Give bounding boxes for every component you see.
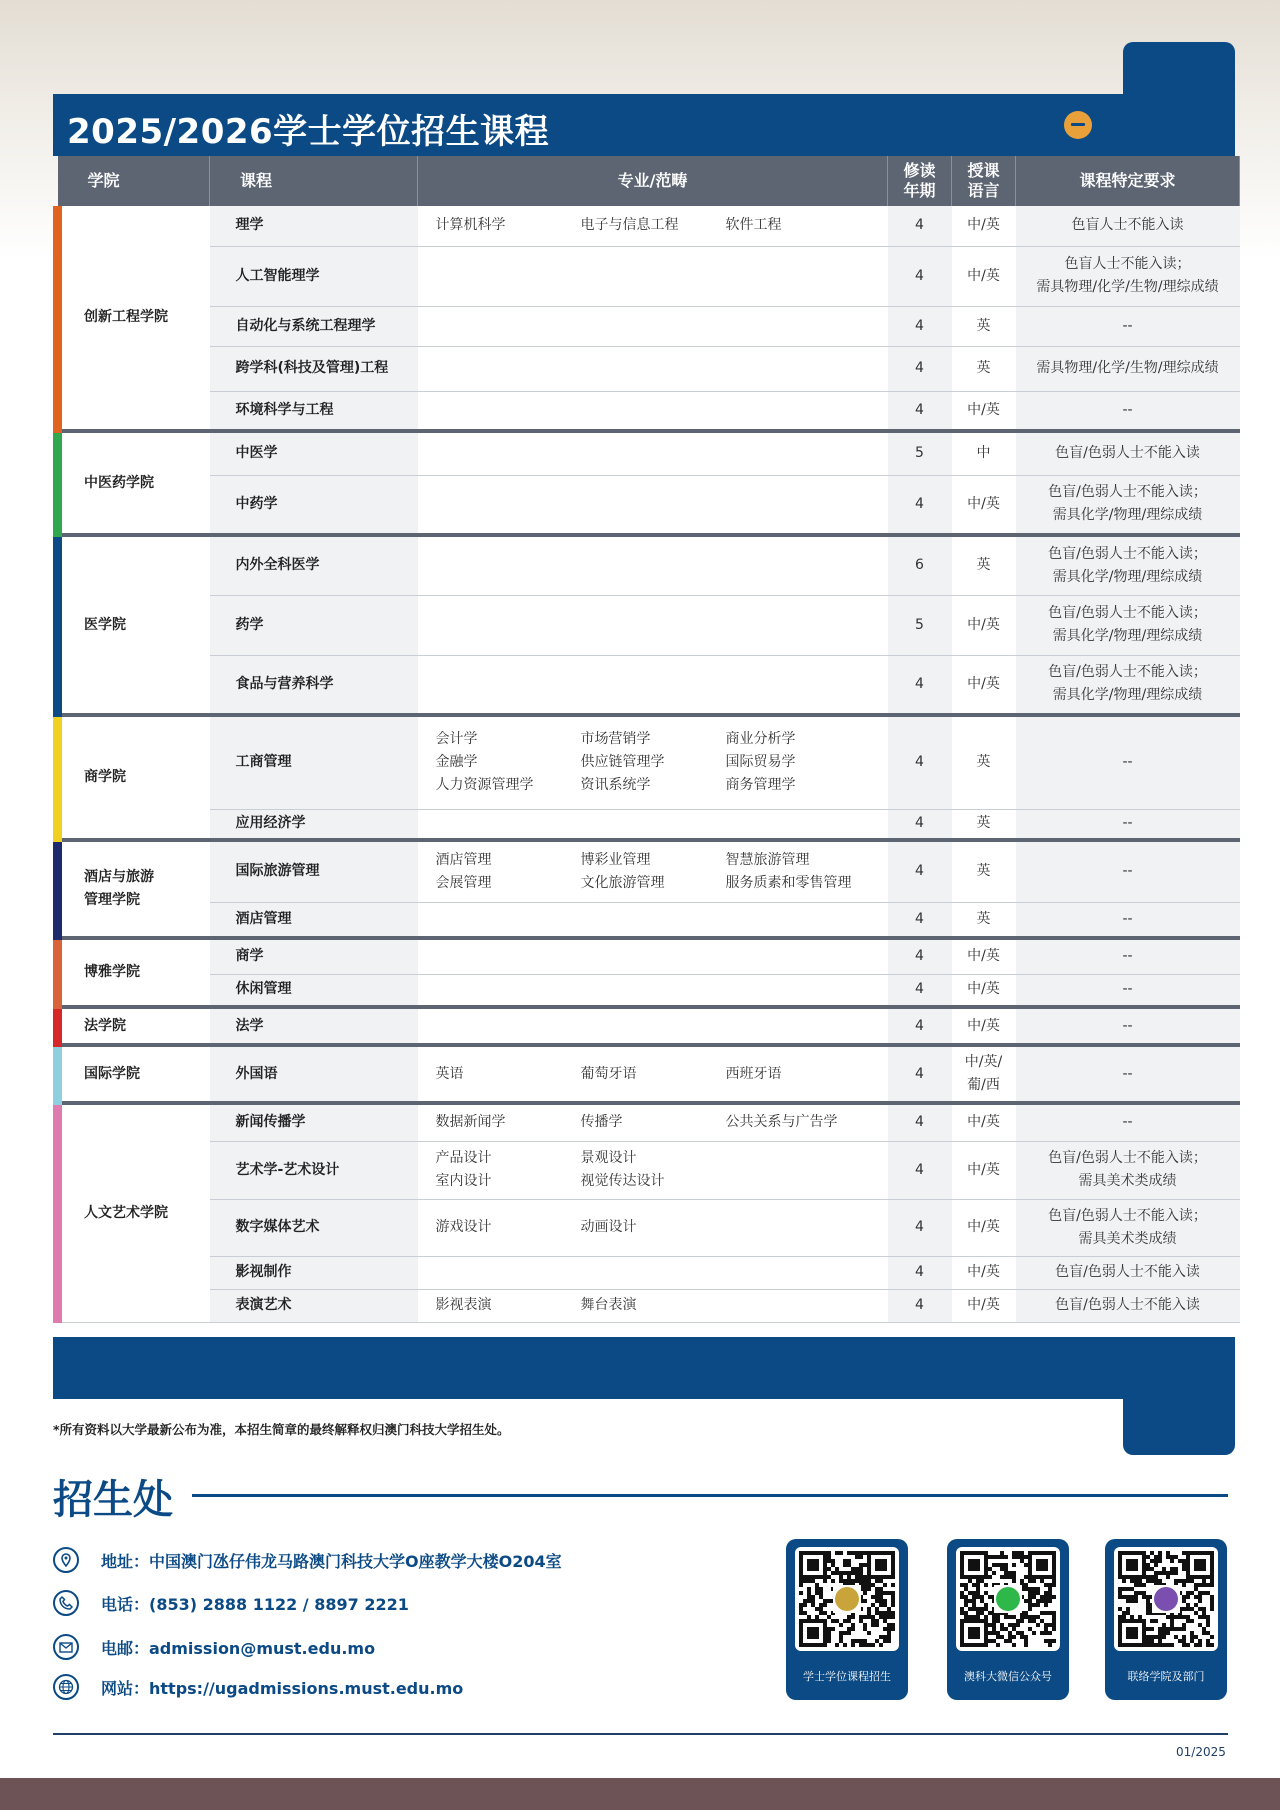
course-requirements: -- [1016,974,1240,1007]
course-language: 英 [952,840,1016,902]
course-language: 中/英 [952,938,1016,974]
major-item: 会展管理 [435,874,492,891]
email-text[interactable]: 电邮：admission@must.edu.mo [101,1638,376,1658]
mail-icon [53,1634,79,1660]
course-name: 理学 [210,206,418,246]
header-requirements: 课程特定要求 [1016,156,1240,206]
header-language: 授课 语言 [952,156,1016,206]
page-number: 01/2025 [1176,1745,1226,1759]
course-language: 英 [952,535,1016,595]
major-item: 游戏设计 [435,1219,492,1235]
course-years: 4 [888,1103,952,1141]
course-language: 中/英 [952,246,1016,306]
course-name: 中医学 [210,431,418,475]
major-item: 计算机科学 [435,217,506,234]
course-years: 4 [888,391,952,431]
course-requirements: 色盲/色弱人士不能入读； 需具美术类成绩 [1016,1199,1240,1256]
qr-card-wechat[interactable] [947,1539,1069,1700]
course-majors [418,715,888,809]
major-item: 资讯系统学 [580,777,651,794]
course-row [58,1141,1240,1199]
course-name: 工商管理 [210,715,418,809]
course-row [58,902,1240,938]
table-header-row [58,156,1240,206]
course-name: 食品与营养科学 [210,655,418,715]
course-language: 中/英 [952,974,1016,1007]
course-majors [418,902,888,938]
major-item: 影视表演 [435,1297,492,1313]
course-row [58,346,1240,391]
course-name: 法学 [210,1007,418,1045]
course-requirements: 色盲/色弱人士不能入读； 需具化学/物理/理综成绩 [1016,535,1240,595]
course-years: 5 [888,595,952,655]
course-name: 人工智能理学 [210,246,418,306]
course-years: 4 [888,206,952,246]
course-years: 4 [888,246,952,306]
course-years: 4 [888,902,952,938]
course-name: 国际旅游管理 [210,840,418,902]
course-row [58,595,1240,655]
course-years: 4 [888,655,952,715]
course-language: 中/英 [952,1256,1016,1289]
title-divider [192,1494,1228,1497]
major-item: 市场营销学 [580,731,651,748]
major-item: 商务管理学 [725,777,796,794]
table-bottom-bar [53,1337,1235,1399]
course-majors [418,1256,888,1289]
qr-center-logo-icon [1154,1587,1178,1611]
courses-table [53,156,1240,1323]
course-name: 中药学 [210,475,418,535]
header-years: 修读 年期 [888,156,952,206]
course-majors [418,595,888,655]
header-course: 课程 [210,156,418,206]
course-years: 4 [888,1199,952,1256]
major-item: 西班牙语 [725,1065,782,1082]
course-requirements: 色盲人士不能入读 [1016,206,1240,246]
footnote: *所有资料以大学最新公布为准，本招生简章的最终解释权归澳门科技大学招生处。 [53,1422,510,1437]
course-row [58,1045,1240,1103]
major-item: 葡萄牙语 [580,1065,637,1082]
course-row [58,1103,1240,1141]
college-name: 博雅学院 [58,938,210,1007]
course-row [58,475,1240,535]
course-language: 中/英 [952,1289,1016,1322]
course-years: 5 [888,431,952,475]
course-requirements: -- [1016,391,1240,431]
course-language: 中/英 [952,655,1016,715]
course-requirements: -- [1016,938,1240,974]
qr-label: 学士学位课程招生 [803,1670,891,1683]
major-item: 智慧旅游管理 [725,851,810,868]
course-majors [418,346,888,391]
footer-strip [0,1778,1280,1810]
course-majors [418,938,888,974]
phone-text[interactable]: 电话：(853) 2888 1122 / 8897 2221 [101,1594,409,1614]
course-row [58,1007,1240,1045]
course-years: 4 [888,1256,952,1289]
major-item: 动画设计 [580,1219,637,1235]
course-requirements: -- [1016,1045,1240,1103]
course-majors [418,535,888,595]
course-language: 中/英 [952,475,1016,535]
major-item: 人力资源管理学 [435,777,534,794]
contact-phone [53,1588,409,1618]
course-majors [418,974,888,1007]
course-row [58,809,1240,840]
course-years: 4 [888,809,952,840]
course-name: 酒店管理 [210,902,418,938]
course-years: 4 [888,475,952,535]
major-item: 服务质素和零售管理 [725,874,852,891]
course-name: 艺术学-艺术设计 [210,1141,418,1199]
contact-website [53,1672,463,1702]
qr-center-logo-icon [996,1587,1020,1611]
course-requirements: 色盲/色弱人士不能入读； 需具美术类成绩 [1016,1141,1240,1199]
course-majors [418,1007,888,1045]
page-title: 2025/2026学士学位招生课程 [67,112,550,152]
qr-label: 澳科大微信公众号 [964,1670,1052,1683]
major-item: 文化旅游管理 [580,874,665,891]
qr-code[interactable] [956,1547,1060,1651]
course-years: 4 [888,840,952,902]
course-name: 数字媒体艺术 [210,1199,418,1256]
course-language: 英 [952,346,1016,391]
college-name: 商学院 [58,715,210,840]
course-name: 影视制作 [210,1256,418,1289]
course-language: 中/英 [952,1103,1016,1141]
course-majors [418,431,888,475]
course-requirements: 色盲/色弱人士不能入读 [1016,431,1240,475]
major-item: 软件工程 [725,217,782,234]
course-requirements: -- [1016,1103,1240,1141]
course-language: 英 [952,306,1016,346]
college-name: 人文艺术学院 [58,1103,210,1322]
course-years: 4 [888,715,952,809]
course-majors [418,840,888,902]
major-item: 会计学 [435,731,478,748]
contact-address [53,1545,562,1575]
course-name: 商学 [210,938,418,974]
course-language: 中/英 [952,1007,1016,1045]
major-item: 室内设计 [435,1173,492,1189]
bottom-divider [53,1733,1228,1735]
collapse-minus-icon[interactable] [1064,111,1092,139]
courses-body [58,206,1240,1322]
course-name: 药学 [210,595,418,655]
course-row [58,391,1240,431]
course-requirements: -- [1016,1007,1240,1045]
course-requirements: -- [1016,902,1240,938]
contact-email [53,1632,375,1662]
course-row [58,974,1240,1007]
course-years: 4 [888,306,952,346]
college-name: 国际学院 [58,1045,210,1103]
course-years: 4 [888,346,952,391]
course-requirements: -- [1016,715,1240,809]
qr-card-contact[interactable] [1105,1539,1227,1700]
course-majors [418,1045,888,1103]
globe-icon [53,1674,79,1700]
course-language: 中/英 [952,1199,1016,1256]
major-item: 传播学 [580,1114,623,1131]
course-row [58,1199,1240,1256]
course-language: 英 [952,809,1016,840]
course-requirements: 色盲人士不能入读； 需具物理/化学/生物/理综成绩 [1016,246,1240,306]
course-requirements: 色盲/色弱人士不能入读； 需具化学/物理/理综成绩 [1016,475,1240,535]
course-language: 中/英/ 葡/西 [952,1045,1016,1103]
course-years: 6 [888,535,952,595]
course-requirements: 色盲/色弱人士不能入读 [1016,1256,1240,1289]
website-text[interactable]: 网站：https://ugadmissions.must.edu.mo [101,1678,464,1698]
college-name: 创新工程学院 [58,206,210,431]
course-majors [418,1141,888,1199]
course-years: 4 [888,1141,952,1199]
course-row [58,306,1240,346]
course-majors [418,391,888,431]
major-item: 视觉传达设计 [580,1173,665,1189]
course-language: 中 [952,431,1016,475]
course-name: 自动化与系统工程理学 [210,306,418,346]
course-majors [418,306,888,346]
course-majors [418,475,888,535]
course-row [58,206,1240,246]
course-row [58,1256,1240,1289]
title-bar [53,94,1235,156]
major-item: 国际贸易学 [725,754,796,771]
qr-code[interactable] [1114,1547,1218,1651]
major-item: 酒店管理 [435,851,492,868]
course-row [58,431,1240,475]
course-years: 4 [888,1007,952,1045]
course-majors [418,206,888,246]
course-majors [418,1289,888,1322]
course-requirements: -- [1016,306,1240,346]
course-language: 中/英 [952,206,1016,246]
course-name: 跨学科(科技及管理)工程 [210,346,418,391]
course-row [58,1289,1240,1322]
course-language: 中/英 [952,391,1016,431]
course-years: 4 [888,1045,952,1103]
college-name: 医学院 [58,535,210,715]
major-item: 数据新闻学 [435,1114,506,1131]
location-pin-icon [53,1547,79,1573]
course-requirements: -- [1016,809,1240,840]
qr-label: 联络学院及部门 [1127,1670,1205,1683]
major-item: 舞台表演 [580,1297,637,1313]
qr-center-logo-icon [835,1587,859,1611]
course-language: 中/英 [952,595,1016,655]
major-item: 景观设计 [580,1150,637,1166]
major-item: 金融学 [435,754,478,771]
course-row [58,715,1240,809]
course-name: 内外全科医学 [210,535,418,595]
course-requirements: -- [1016,840,1240,902]
course-row [58,938,1240,974]
header-majors: 专业/范畴 [418,156,888,206]
course-name: 新闻传播学 [210,1103,418,1141]
college-name: 法学院 [58,1007,210,1045]
college-name: 中医药学院 [58,431,210,535]
course-majors [418,655,888,715]
course-majors [418,1199,888,1256]
phone-icon [53,1590,79,1616]
course-row [58,246,1240,306]
course-name: 表演艺术 [210,1289,418,1322]
course-language: 英 [952,902,1016,938]
course-majors [418,809,888,840]
course-row [58,840,1240,902]
major-item: 博彩业管理 [580,851,651,868]
course-years: 4 [888,974,952,1007]
course-requirements: 色盲/色弱人士不能入读 [1016,1289,1240,1322]
course-row [58,535,1240,595]
course-years: 4 [888,1289,952,1322]
course-language: 中/英 [952,1141,1016,1199]
major-item: 电子与信息工程 [580,217,679,234]
address-text: 地址：中国澳门氹仔伟龙马路澳门科技大学O座教学大楼O204室 [101,1551,562,1571]
qr-code[interactable] [795,1547,899,1651]
course-name: 休闲管理 [210,974,418,1007]
major-item: 产品设计 [435,1150,492,1166]
course-name: 环境科学与工程 [210,391,418,431]
course-requirements: 需具物理/化学/生物/理综成绩 [1016,346,1240,391]
major-item: 商业分析学 [725,731,796,748]
header-college: 学院 [58,156,210,206]
qr-card-programmes[interactable] [786,1539,908,1700]
major-item: 英语 [435,1065,464,1082]
course-requirements: 色盲/色弱人士不能入读； 需具化学/物理/理综成绩 [1016,655,1240,715]
college-name: 酒店与旅游 管理学院 [58,840,210,938]
course-majors [418,246,888,306]
course-name: 应用经济学 [210,809,418,840]
course-majors [418,1103,888,1141]
course-years: 4 [888,938,952,974]
course-name: 外国语 [210,1045,418,1103]
course-requirements: 色盲/色弱人士不能入读； 需具化学/物理/理综成绩 [1016,595,1240,655]
course-row [58,655,1240,715]
major-item: 公共关系与广告学 [725,1114,838,1131]
admissions-office-title: 招生处 [53,1477,173,1523]
major-item: 供应链管理学 [580,754,665,771]
course-language: 英 [952,715,1016,809]
bottom-corner-tab [1123,1350,1235,1455]
